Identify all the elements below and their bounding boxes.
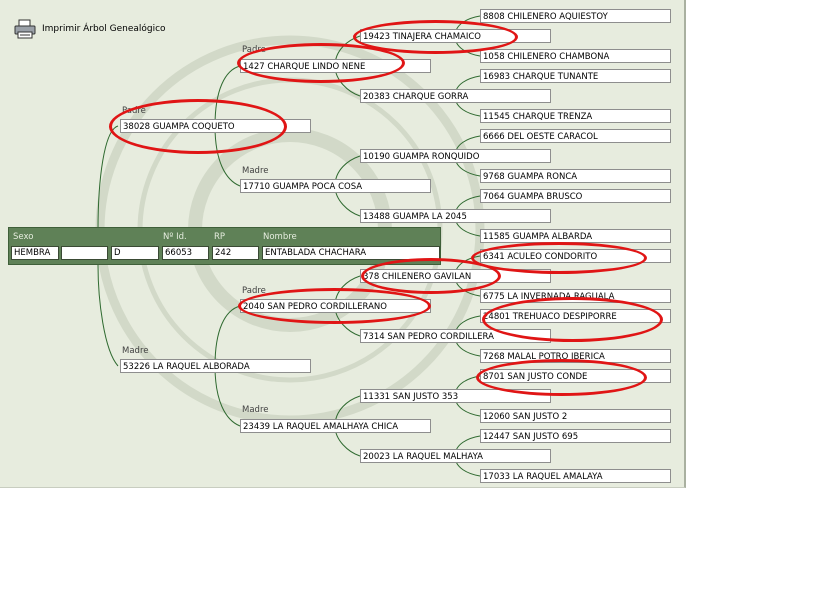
gen3-field[interactable]: 19423 TINAJERA CHAMAICO <box>360 29 551 43</box>
gen4-field[interactable]: 6666 DEL OESTE CARACOL <box>480 129 671 143</box>
annotation-ellipse <box>361 258 501 294</box>
gen2-field[interactable]: 17710 GUAMPA POCA COSA <box>240 179 431 193</box>
rp-field[interactable]: 242 <box>212 246 259 260</box>
dam-field[interactable]: 53226 LA RAQUEL ALBORADA <box>120 359 311 373</box>
gen3-field[interactable]: 11331 SAN JUSTO 353 <box>360 389 551 403</box>
sire-field[interactable]: 38028 GUAMPA COQUETO <box>120 119 311 133</box>
gen4-field[interactable]: 7064 GUAMPA BRUSCO <box>480 189 671 203</box>
gen2-field[interactable]: 1427 CHARQUE LINDO NENE <box>240 59 431 73</box>
annotation-ellipse <box>482 297 663 342</box>
blank-field[interactable] <box>61 246 108 260</box>
subject-animal-panel <box>8 227 441 265</box>
annotation-ellipse <box>238 288 431 324</box>
gen3-field[interactable]: 10190 GUAMPA RONQUIDO <box>360 149 551 163</box>
nombre-header: Nombre <box>263 232 297 242</box>
gen2-field[interactable]: 23439 LA RAQUEL AMALHAYA CHICA <box>240 419 431 433</box>
gen3-field[interactable]: 7314 SAN PEDRO CORDILLERA <box>360 329 551 343</box>
gen4-field[interactable]: 7268 MALAL POTRO IBERICA <box>480 349 671 363</box>
dam-caption: Madre <box>122 346 149 356</box>
gen2-caption: Padre <box>242 286 266 296</box>
gen4-field[interactable]: 8701 SAN JUSTO CONDE <box>480 369 671 383</box>
print-tree-label: Imprimir Árbol Genealógico <box>42 24 166 34</box>
gen3-field[interactable]: 378 CHILENERO GAVILAN <box>360 269 551 283</box>
gen4-field[interactable]: 1058 CHILENERO CHAMBONA <box>480 49 671 63</box>
gen2-caption: Madre <box>242 166 269 176</box>
gen2-caption: Padre <box>242 45 266 55</box>
annotation-ellipse <box>109 99 287 154</box>
gen4-field[interactable]: 16983 CHARQUE TUNANTE <box>480 69 671 83</box>
gen3-field[interactable]: 13488 GUAMPA LA 2045 <box>360 209 551 223</box>
gen4-field[interactable]: 12447 SAN JUSTO 695 <box>480 429 671 443</box>
rp-header: RP <box>214 232 226 242</box>
gen4-field[interactable]: 6775 LA INVERNADA RAGUALA <box>480 289 671 303</box>
id-header: Nº Id. <box>163 232 187 242</box>
gen2-field[interactable]: 2040 SAN PEDRO CORDILLERANO <box>240 299 431 313</box>
sire-caption: Padre <box>122 106 146 116</box>
code-field[interactable]: D <box>111 246 159 260</box>
gen2-caption: Madre <box>242 405 269 415</box>
gen3-field[interactable]: 20383 CHARQUE GORRA <box>360 89 551 103</box>
gen4-field[interactable]: 11545 CHARQUE TRENZA <box>480 109 671 123</box>
sexo-field[interactable]: HEMBRA <box>11 246 59 260</box>
gen4-field[interactable]: 6341 ACULEO CONDORITO <box>480 249 671 263</box>
gen4-field[interactable]: 17033 LA RAQUEL AMALAYA <box>480 469 671 483</box>
gen4-field[interactable]: 24801 TREHUACO DESPIPORRE <box>480 309 671 323</box>
annotation-ellipse <box>237 43 405 83</box>
sexo-header: Sexo <box>13 232 34 242</box>
annotation-ellipse <box>471 242 647 274</box>
annotation-ellipse <box>476 359 647 396</box>
gen4-field[interactable]: 12060 SAN JUSTO 2 <box>480 409 671 423</box>
gen4-field[interactable]: 9768 GUAMPA RONCA <box>480 169 671 183</box>
gen4-field[interactable]: 8808 CHILENERO AQUIESTOY <box>480 9 671 23</box>
id-field[interactable]: 66053 <box>162 246 209 260</box>
printer-icon <box>14 19 36 39</box>
print-tree-button[interactable] <box>14 19 166 39</box>
gen4-field[interactable]: 11585 GUAMPA ALBARDA <box>480 229 671 243</box>
nombre-field[interactable]: ENTABLADA CHACHARA <box>262 246 440 260</box>
gen3-field[interactable]: 20023 LA RAQUEL MALHAYA <box>360 449 551 463</box>
